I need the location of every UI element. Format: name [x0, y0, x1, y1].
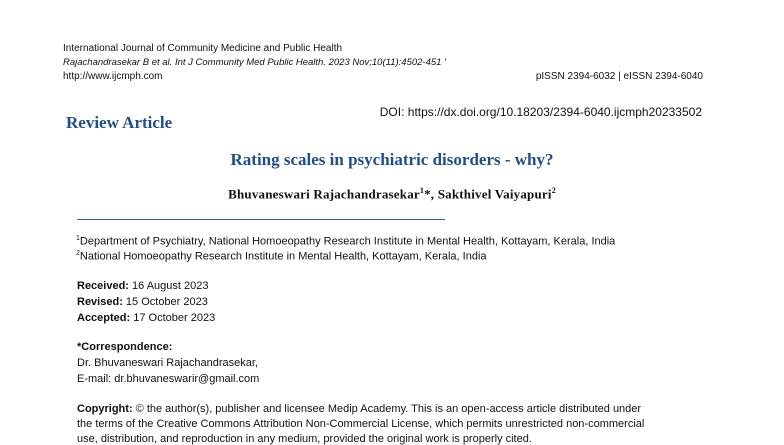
- author-name: Sakthivel Vaiyapuri: [437, 186, 552, 202]
- affiliation-number: 1: [76, 235, 80, 242]
- journal-url[interactable]: http://www.ijcmph.com: [63, 71, 163, 82]
- revised-value: 15 October 2023: [122, 296, 208, 308]
- copyright-line: the terms of the Creative Commons Attribution Non-Commercial License, which permits unrestricted non-commercial: [77, 418, 645, 430]
- article-title: Rating scales in psychiatric disorders - why?: [230, 150, 554, 169]
- copyright-label: Copyright:: [77, 403, 133, 415]
- author-affiliation-mark: 2: [551, 186, 556, 195]
- accepted-date: [77, 312, 215, 324]
- title-divider: [77, 219, 445, 220]
- author-affiliation-mark: 1: [419, 186, 425, 195]
- correspondence-email[interactable]: E-mail: dr.bhuvaneswarir@gmail.com: [77, 373, 260, 385]
- author-name: Bhuvaneswari Rajachandrasekar: [228, 186, 420, 202]
- affiliation: [76, 235, 615, 248]
- received-value: 16 August 2023: [128, 280, 209, 292]
- section-label: Review Article: [66, 113, 173, 132]
- correspondence-heading: *Correspondence:: [77, 341, 173, 353]
- affiliation-text: Department of Psychiatry, National Homoeopathy Research Institute in Mental Health, Kottayam, Kerala, India: [79, 235, 616, 248]
- author-list: [0, 186, 784, 202]
- affiliation: [76, 250, 487, 263]
- accepted-value: 17 October 2023: [130, 312, 216, 324]
- copyright-text: © the author(s), publisher and licensee Medip Academy. This is an open-access article distributed under: [132, 403, 642, 415]
- journal-name: International Journal of Community Medicine and Public Health: [63, 43, 343, 54]
- revised-date: [77, 296, 208, 308]
- affiliation-text: National Homoeopathy Research Institute in Mental Health, Kottayam, Kerala, India: [79, 250, 487, 263]
- accepted-label: Accepted:: [77, 312, 131, 324]
- copyright-line: use, distribution, and reproduction in any medium, provided the original work is properly cited.: [77, 433, 532, 445]
- citation-line: Rajachandrasekar B et al. Int J Community Med Public Health. 2023 Nov;10(11):4502-451 ': [63, 57, 446, 68]
- copyright-line: [77, 403, 641, 415]
- received-date: [77, 280, 209, 292]
- issn: pISSN 2394-6032 | eISSN 2394-6040: [535, 71, 703, 82]
- received-label: Received:: [77, 280, 129, 292]
- doi-link[interactable]: DOI: https://dx.doi.org/10.18203/2394-6040.ijcmph20233502: [379, 105, 702, 119]
- corresponding-mark: *,: [424, 186, 438, 202]
- correspondence-name: Dr. Bhuvaneswari Rajachandrasekar,: [77, 357, 258, 369]
- affiliation-number: 2: [76, 250, 80, 257]
- revised-label: Revised:: [77, 296, 123, 308]
